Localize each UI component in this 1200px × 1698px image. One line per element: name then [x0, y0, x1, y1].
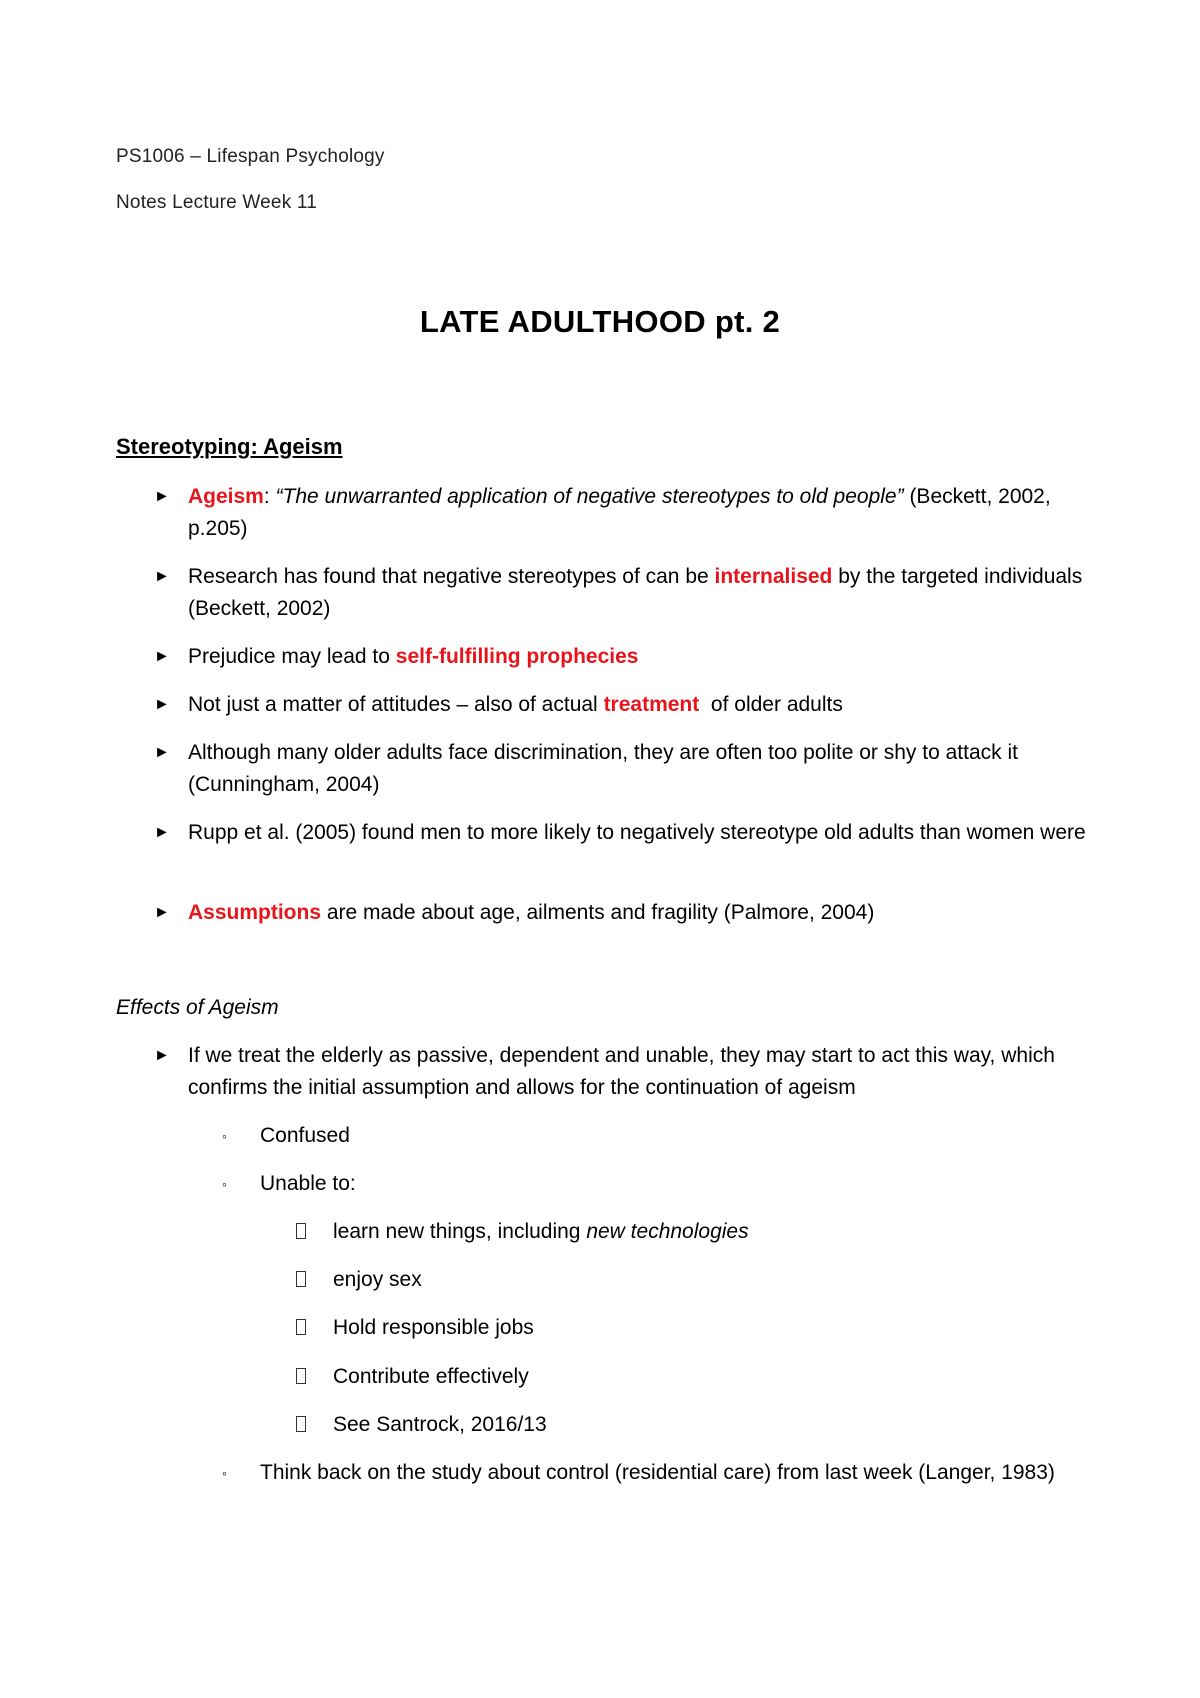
- list-item: [222, 1120, 1082, 1152]
- bullet-arrow-icon: ►: [154, 904, 170, 921]
- missing-glyph-icon: [296, 1319, 306, 1335]
- bullet-text: See Santrock, 2016/13: [333, 1413, 547, 1436]
- course-header: PS1006 – Lifespan Psychology: [116, 146, 385, 167]
- text-span: of older adults: [699, 693, 843, 716]
- bullet-text: Contribute effectively: [333, 1365, 529, 1388]
- list-item: [154, 817, 1094, 849]
- section-heading-stereotyping: Stereotyping: Ageism: [116, 434, 343, 459]
- missing-glyph-icon: [296, 1271, 306, 1287]
- list-item: [222, 1168, 1082, 1200]
- list-item: [296, 1216, 1096, 1248]
- highlight-self-fulfilling: self-fulfilling prophecies: [395, 645, 639, 668]
- bullet-text: If we treat the elderly as passive, dependent and unable, they may start to act this way, which confirms the initial assumption and allows for the continuation of ageism: [188, 1044, 1055, 1099]
- bullet-text: Rupp et al. (2005) found men to more likely to negatively stereotype old adults than women were: [188, 821, 1086, 844]
- list-item: [222, 1457, 1082, 1489]
- bullet-text: Hold responsible jobs: [333, 1316, 534, 1339]
- text-span: are made about age, ailments and fragility (Palmore, 2004): [321, 901, 875, 924]
- missing-glyph-icon: [296, 1416, 306, 1432]
- text-span: learn new things, including: [333, 1220, 587, 1243]
- missing-glyph-icon: [296, 1368, 306, 1384]
- highlight-internalised: internalised: [714, 565, 833, 588]
- text-span: Not just a matter of attitudes – also of actual: [188, 693, 604, 716]
- bullet-arrow-icon: ►: [154, 1047, 170, 1064]
- circle-bullet-icon: ◦: [222, 1465, 227, 1481]
- term-ageism: Ageism: [188, 485, 264, 508]
- list-item: [154, 641, 1094, 673]
- bullet-arrow-icon: ►: [154, 824, 170, 841]
- bullet-arrow-icon: ►: [154, 568, 170, 585]
- colon: :: [263, 485, 270, 508]
- italic-text: new technologies: [586, 1220, 749, 1243]
- list-item: [154, 1040, 1094, 1104]
- missing-glyph-icon: [296, 1223, 306, 1239]
- list-item: [154, 897, 1094, 929]
- list-item: [154, 689, 1094, 721]
- text-span: by the targeted individuals (Beckett, 2002): [188, 565, 1083, 620]
- highlight-assumptions: Assumptions: [188, 901, 322, 924]
- bullet-text: Unable to:: [260, 1172, 356, 1195]
- bullet-text: enjoy sex: [333, 1268, 422, 1291]
- list-item: [296, 1409, 1096, 1441]
- list-item: [296, 1361, 1096, 1393]
- page-title: LATE ADULTHOOD pt. 2: [419, 304, 781, 339]
- ageism-quote: “The unwarranted application of negative stereotypes to old people”: [269, 485, 904, 508]
- bullet-text: Although many older adults face discrimination, they are often too polite or shy to attack it (Cunningham, 2004): [188, 741, 1018, 796]
- circle-bullet-icon: ◦: [222, 1176, 227, 1192]
- list-item: [296, 1312, 1096, 1344]
- bullet-arrow-icon: ►: [154, 648, 170, 665]
- citation: (Beckett, 2002, p.205): [188, 485, 1051, 540]
- list-item: [154, 737, 1094, 801]
- text-span: Prejudice may lead to: [188, 645, 396, 668]
- section-heading-effects: Effects of Ageism: [116, 996, 279, 1019]
- bullet-text: Think back on the study about control (residential care) from last week (Langer, 1983): [260, 1461, 1055, 1484]
- list-item: [154, 561, 1094, 625]
- notes-header: Notes Lecture Week 11: [116, 192, 317, 213]
- bullet-arrow-icon: ►: [154, 696, 170, 713]
- list-item: [296, 1264, 1096, 1296]
- circle-bullet-icon: ◦: [222, 1128, 227, 1144]
- highlight-treatment: treatment: [603, 693, 700, 716]
- list-item: [154, 481, 1094, 545]
- text-span: Research has found that negative stereotypes of can be: [188, 565, 715, 588]
- bullet-arrow-icon: ►: [154, 488, 170, 505]
- bullet-arrow-icon: ►: [154, 744, 170, 761]
- bullet-text: Confused: [260, 1124, 350, 1147]
